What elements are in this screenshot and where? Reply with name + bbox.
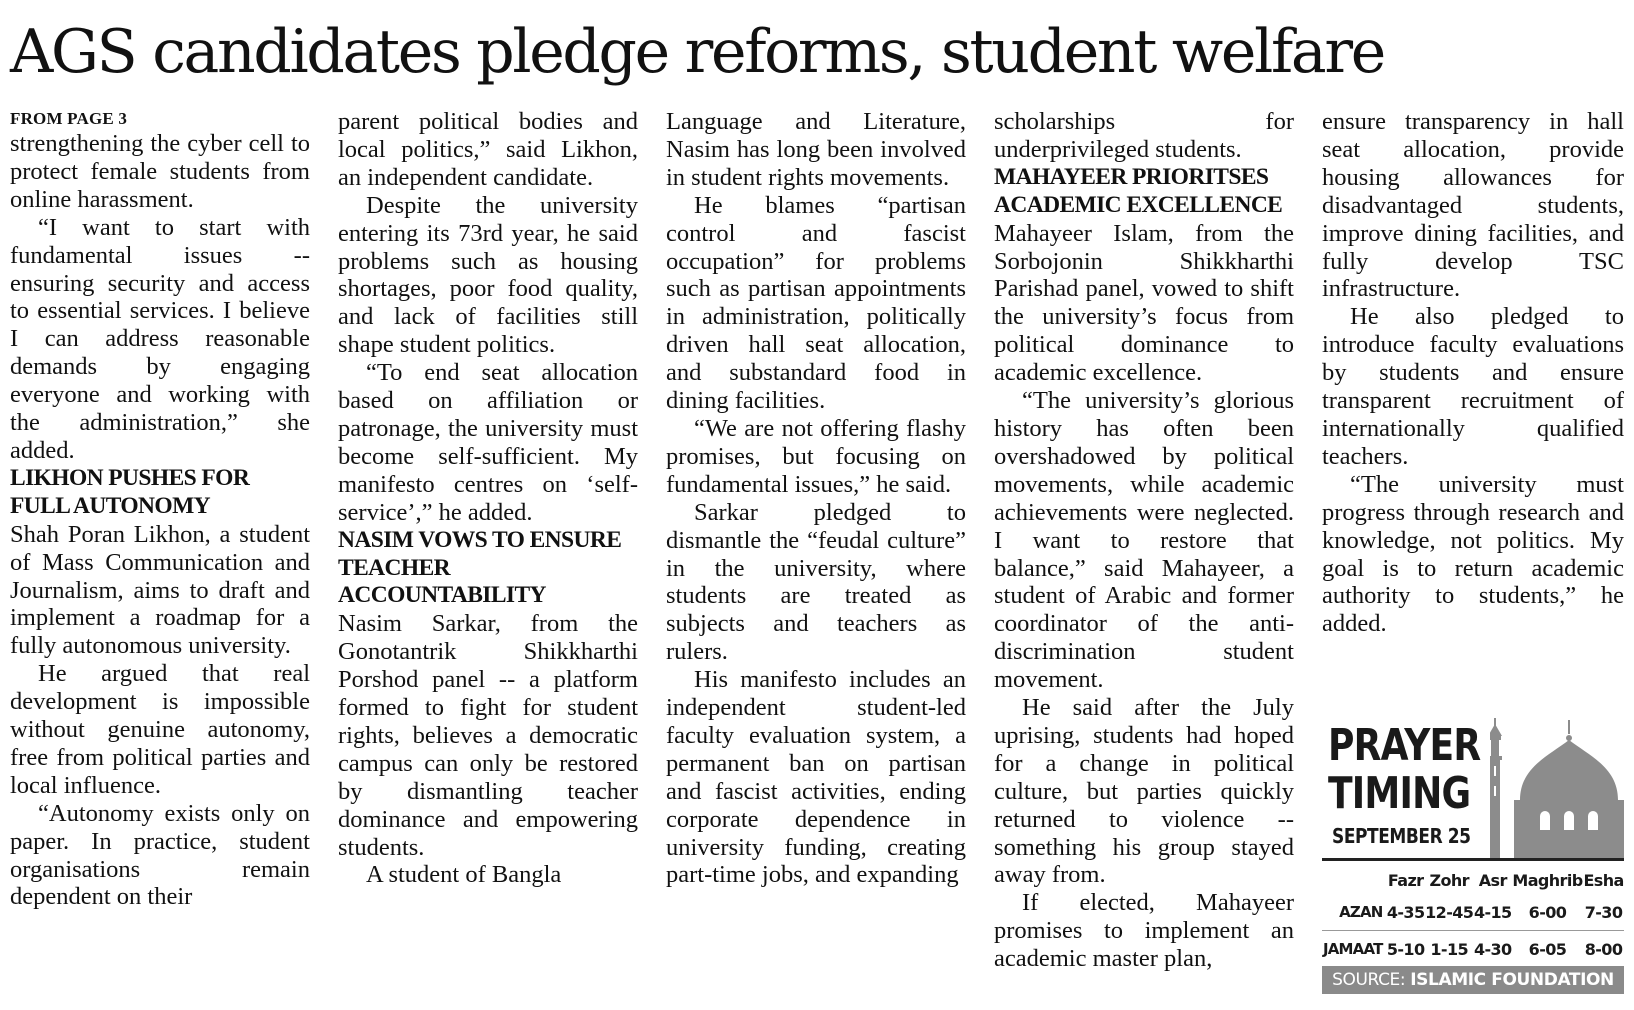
prayer-row-azan bbox=[1322, 894, 1624, 931]
paragraph: Despite the university entering its 73rd year, he said problems such as housing shortages, poor food quality, and lack of facilities still shape student politics. bbox=[338, 191, 638, 359]
prayer-header-row bbox=[1322, 866, 1624, 894]
prayer-time: 4-30 bbox=[1474, 931, 1512, 968]
prayer-date: SEPTEMBER 25 bbox=[1332, 824, 1471, 848]
prayer-time: 12-45 bbox=[1425, 902, 1474, 922]
prayer-name: Maghrib bbox=[1512, 870, 1583, 890]
article-column-1 bbox=[10, 108, 310, 1008]
article-column-4 bbox=[994, 108, 1294, 1008]
paragraph: His manifesto includes an independent student-led faculty evaluation system, a permanent ban on partisan and fascist activities, ending corporate dependence in university funding, creating part-time jobs, and expanding bbox=[666, 666, 966, 889]
row-label: AZAN bbox=[1339, 903, 1383, 921]
paragraph: scholarships for underprivileged students. bbox=[994, 108, 1294, 163]
prayer-source bbox=[1322, 966, 1624, 994]
paragraph: “Autonomy exists only on paper. In practice, student organisations remain dependent on their bbox=[10, 799, 310, 911]
paragraph: He also pledged to introduce faculty evaluations by students and ensure transparent recruitment of internationally qualified teachers. bbox=[1322, 303, 1624, 470]
row-label-spacer bbox=[1322, 866, 1387, 894]
prayer-title bbox=[1328, 722, 1480, 818]
prayer-time: 4-15 bbox=[1473, 902, 1512, 922]
prayer-time: 7-30 bbox=[1584, 902, 1623, 922]
prayer-name: Zohr bbox=[1429, 870, 1469, 890]
paragraph: He argued that real development is impossible without genuine autonomy, free from political parties and local influence. bbox=[10, 660, 310, 799]
subheading-likhon: LIKHON PUSHES FOR FULL AUTONOMY bbox=[10, 464, 250, 519]
paragraph: If elected, Mahayeer promises to implement an academic master plan, bbox=[994, 889, 1294, 973]
prayer-time: 8-00 bbox=[1583, 931, 1624, 968]
prayer-times-table bbox=[1322, 866, 1624, 967]
prayer-row-jamaat bbox=[1322, 931, 1624, 968]
paragraph: Mahayeer Islam, from the Sorbojonin Shikkharthi Parishad panel, vowed to shift the university’s focus from political dominance to academic excellence. bbox=[994, 219, 1294, 387]
prayer-time: 5-10 bbox=[1387, 931, 1425, 968]
prayer-time: 4-35 bbox=[1386, 902, 1425, 922]
paragraph: Sarkar pledged to dismantle the “feudal culture” in the university, where students are treated as subjects and teachers as rulers. bbox=[666, 498, 966, 666]
paragraph: He said after the July uprising, students had hoped for a change in political culture, but parties quickly returned to violence -- something his group stayed away from. bbox=[994, 694, 1294, 889]
row-label: JAMAAT bbox=[1322, 931, 1387, 968]
paragraph: “We are not offering flashy promises, but focusing on fundamental issues,” he said. bbox=[666, 414, 966, 498]
paragraph: Nasim Sarkar, from the Gonotantrik Shikkharthi Porshod panel -- a platform formed to fight for student rights, believes a democratic campus can only be restored by dismantling teacher dominance and empowering students. bbox=[338, 610, 638, 861]
source-label: SOURCE: bbox=[1332, 970, 1406, 990]
headline: AGS candidates pledge reforms, student welfare bbox=[10, 17, 1384, 87]
paragraph: He blames “partisan control and fascist occupation” for problems such as partisan appointments in administration, politically driven hall seat allocation, and substandard food in dining facilities. bbox=[666, 191, 966, 415]
prayer-title-line-1: PRAYER bbox=[1328, 720, 1481, 771]
paragraph: “To end seat allocation based on affiliation or patronage, the university must become self-sufficient. My manifesto centres on ‘self-service’,” he added. bbox=[338, 359, 638, 526]
prayer-name: Esha bbox=[1583, 870, 1624, 890]
source-value: ISLAMIC FOUNDATION bbox=[1410, 970, 1614, 990]
prayer-time: 1-15 bbox=[1425, 931, 1474, 968]
article-column-3 bbox=[666, 108, 966, 1008]
prayer-time: 6-00 bbox=[1528, 902, 1567, 922]
paragraph: Shah Poran Likhon, a student of Mass Communication and Journalism, aims to draft and implement a roadmap for a fully autonomous university. bbox=[10, 520, 310, 660]
paragraph: A student of Bangla bbox=[366, 861, 562, 889]
paragraph: ensure transparency in hall seat allocation, provide housing allowances for disadvantaged students, improve dining facilities, and fully develop TSC infrastructure. bbox=[1322, 108, 1624, 303]
paragraph: strengthening the cyber cell to protect female students from online harassment. bbox=[10, 130, 310, 213]
paragraph: parent political bodies and local politics,” said Likhon, an independent candidate. bbox=[338, 108, 638, 191]
article-column-2 bbox=[338, 108, 638, 1008]
paragraph: “The university must progress through research and knowledge, not politics. My goal is to return academic authority to students,” he added. bbox=[1322, 470, 1624, 638]
subheading-mahayeer: MAHAYEER PRIORITSES ACADEMIC EXCELLENCE bbox=[994, 163, 1283, 218]
paragraph: Language and Literature, Nasim has long been involved in student rights movements. bbox=[666, 108, 966, 191]
paragraph: “The university’s glorious history has often been overshadowed by political movements, while academic achievements were neglected. I want to restore that balance,” said Mahayeer, a student of Arabic and former coordinator of the anti-discrimination student movement. bbox=[994, 387, 1294, 694]
prayer-name: Asr bbox=[1478, 870, 1507, 890]
prayer-title-line-2: TIMING bbox=[1328, 768, 1471, 819]
prayer-divider bbox=[1322, 858, 1624, 861]
mosque-icon bbox=[1490, 716, 1624, 858]
prayer-timing-box bbox=[1322, 716, 1624, 998]
prayer-name: Fazr bbox=[1387, 870, 1424, 890]
subheading-nasim: NASIM VOWS TO ENSURE TEACHER ACCOUNTABILITY bbox=[338, 526, 622, 609]
from-page-label: FROM PAGE 3 bbox=[10, 109, 128, 128]
prayer-time: 6-05 bbox=[1512, 931, 1583, 968]
paragraph: “I want to start with fundamental issues -- ensuring security and access to essential services. I believe I can address reasonable demands by engaging everyone and working with the administration,” she added. bbox=[10, 213, 310, 464]
